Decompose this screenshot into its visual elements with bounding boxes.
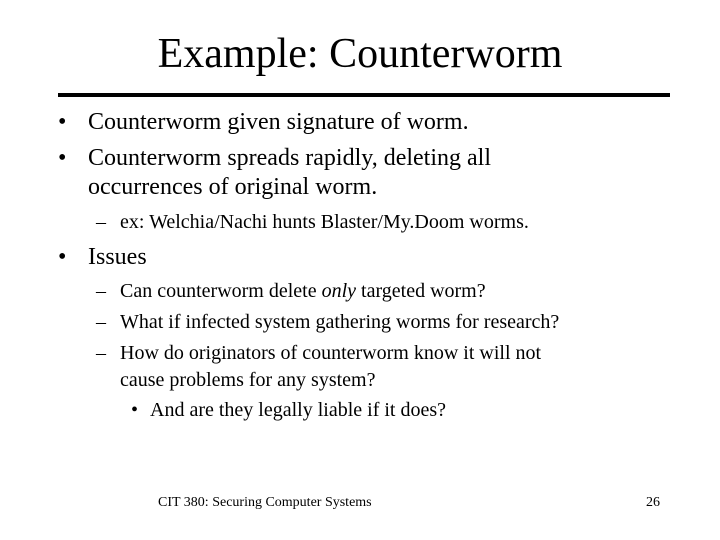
footer-page-number: 26 xyxy=(646,495,660,510)
bullet-text: Counterworm spreads rapidly, deleting all xyxy=(88,145,492,171)
sub-bullet-text: ex: Welchia/Nachi hunts Blaster/My.Doom worms. xyxy=(120,211,529,233)
sub-bullet-text: How do originators of counterworm know it will not xyxy=(120,342,542,364)
sub-bullet-text-continuation: cause problems for any system? xyxy=(120,369,376,391)
bullet-marker: • xyxy=(58,145,67,171)
sub-bullet-text-after: targeted worm? xyxy=(356,280,486,302)
sub-bullet-marker: – xyxy=(96,280,106,302)
sub-bullet-marker: – xyxy=(96,311,106,333)
bullet-marker: • xyxy=(58,109,67,135)
bullet-text: Issues xyxy=(88,244,147,270)
sub-bullet-text-before: Can counterworm delete xyxy=(120,280,322,302)
sub-bullet-text: What if infected system gathering worms for research? xyxy=(120,311,560,333)
sub-bullet-marker: – xyxy=(96,342,106,364)
sub-sub-bullet-marker: • xyxy=(131,399,139,421)
bullet-text-continuation: occurrences of original worm. xyxy=(88,174,378,200)
sub-bullet-marker: – xyxy=(96,211,106,233)
emphasis-text: only xyxy=(321,280,357,302)
sub-sub-bullet-text: And are they legally liable if it does? xyxy=(150,399,447,421)
sub-bullet-text xyxy=(120,279,486,304)
bullet-marker: • xyxy=(58,244,67,270)
slide-title: Example: Counterworm xyxy=(157,31,563,77)
bullet-text: Counterworm given signature of worm. xyxy=(88,109,469,135)
footer-course: CIT 380: Securing Computer Systems xyxy=(158,495,372,510)
